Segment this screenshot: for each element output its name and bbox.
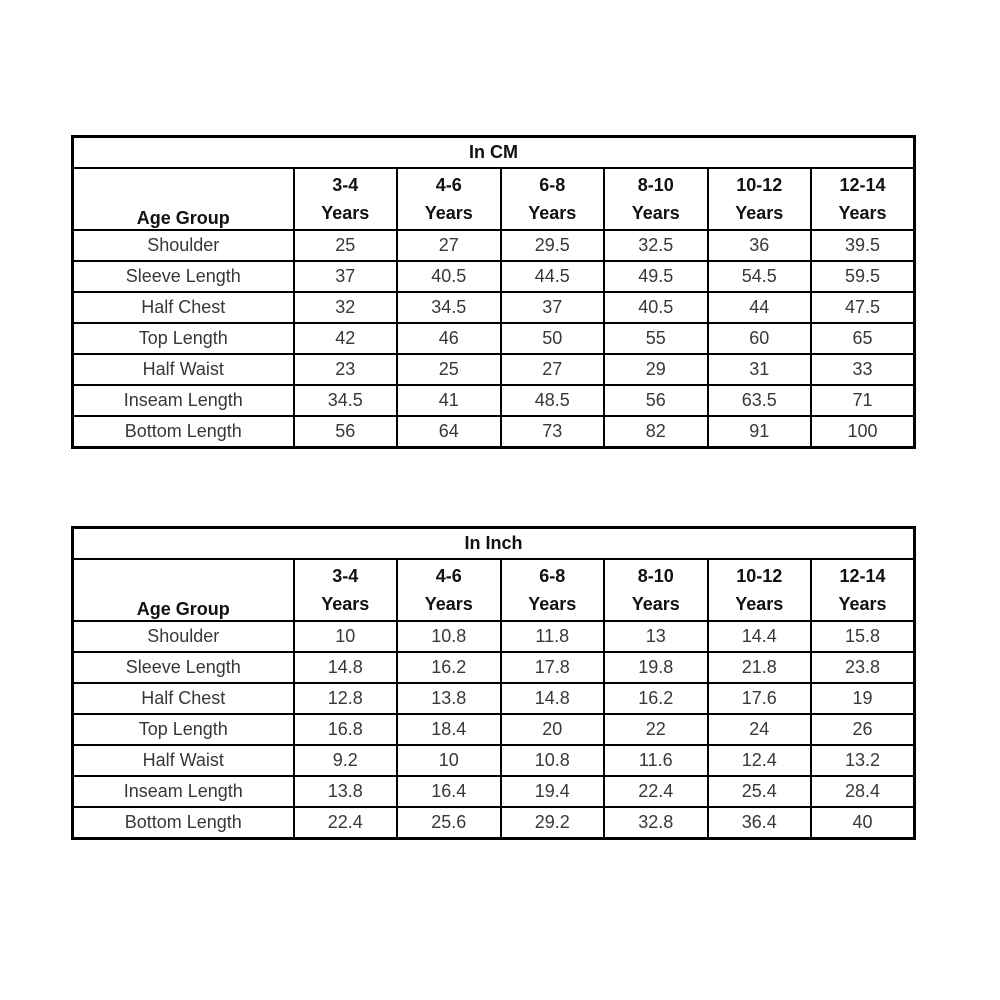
age-unit-label: Years xyxy=(631,203,680,223)
measurement-value: 36.4 xyxy=(708,807,812,839)
measurement-value: 9.2 xyxy=(294,745,398,776)
measurement-value: 54.5 xyxy=(708,261,812,292)
age-column-header xyxy=(708,559,812,621)
measurement-value: 10.8 xyxy=(397,621,501,652)
measurement-value: 19 xyxy=(811,683,915,714)
measurement-value: 13.2 xyxy=(811,745,915,776)
age-range-label: 10-12 xyxy=(736,175,783,195)
measurement-value: 47.5 xyxy=(811,292,915,323)
measurement-value: 16.8 xyxy=(294,714,398,745)
age-column-header xyxy=(501,168,605,230)
measurement-value: 41 xyxy=(397,385,501,416)
measurement-value: 48.5 xyxy=(501,385,605,416)
measurement-value: 36 xyxy=(708,230,812,261)
measurement-value: 22.4 xyxy=(604,776,708,807)
table-row xyxy=(73,416,915,448)
age-unit-label: Years xyxy=(321,594,370,614)
age-range-label: 6-8 xyxy=(539,566,566,586)
measurement-value: 91 xyxy=(708,416,812,448)
table-row xyxy=(73,323,915,354)
age-range-label: 12-14 xyxy=(839,175,886,195)
measurement-value: 27 xyxy=(397,230,501,261)
measurement-value: 29 xyxy=(604,354,708,385)
measurement-value: 12.8 xyxy=(294,683,398,714)
table-row xyxy=(73,776,915,807)
measurement-value: 40 xyxy=(811,807,915,839)
table-row xyxy=(73,714,915,745)
measurement-value: 25 xyxy=(294,230,398,261)
measurement-value: 50 xyxy=(501,323,605,354)
measurement-value: 34.5 xyxy=(397,292,501,323)
header-row xyxy=(73,168,915,230)
age-unit-label: Years xyxy=(735,594,784,614)
measurement-value: 21.8 xyxy=(708,652,812,683)
table-row xyxy=(73,683,915,714)
measurement-value: 17.6 xyxy=(708,683,812,714)
age-column-header xyxy=(294,168,398,230)
age-unit-label: Years xyxy=(631,594,680,614)
measurement-value: 46 xyxy=(397,323,501,354)
age-column-header xyxy=(501,559,605,621)
age-column-header xyxy=(604,168,708,230)
measurement-value: 56 xyxy=(294,416,398,448)
measurement-value: 39.5 xyxy=(811,230,915,261)
measurement-value: 63.5 xyxy=(708,385,812,416)
age-column-header xyxy=(604,559,708,621)
measurement-value: 26 xyxy=(811,714,915,745)
measurement-value: 33 xyxy=(811,354,915,385)
measurement-value: 19.8 xyxy=(604,652,708,683)
measurement-value: 11.8 xyxy=(501,621,605,652)
measurement-value: 10 xyxy=(294,621,398,652)
age-column-header xyxy=(294,559,398,621)
measurement-value: 59.5 xyxy=(811,261,915,292)
measurement-label: Bottom Length xyxy=(73,807,294,839)
measurement-value: 23.8 xyxy=(811,652,915,683)
measurement-value: 100 xyxy=(811,416,915,448)
age-range-label: 4-6 xyxy=(435,175,462,195)
measurement-label: Sleeve Length xyxy=(73,652,294,683)
age-column-header xyxy=(397,559,501,621)
size-table-inch xyxy=(71,526,916,840)
measurement-value: 18.4 xyxy=(397,714,501,745)
measurement-value: 64 xyxy=(397,416,501,448)
measurement-value: 22 xyxy=(604,714,708,745)
measurement-label: Half Chest xyxy=(73,683,294,714)
age-range-label: 6-8 xyxy=(539,175,566,195)
table-row xyxy=(73,230,915,261)
table-title: In CM xyxy=(73,137,915,169)
measurement-value: 15.8 xyxy=(811,621,915,652)
measurement-value: 40.5 xyxy=(604,292,708,323)
measurement-value: 13.8 xyxy=(294,776,398,807)
title-row xyxy=(73,528,915,560)
measurement-value: 10.8 xyxy=(501,745,605,776)
measurement-label: Bottom Length xyxy=(73,416,294,448)
table-row xyxy=(73,385,915,416)
age-unit-label: Years xyxy=(424,203,473,223)
measurement-value: 71 xyxy=(811,385,915,416)
age-range-label: 4-6 xyxy=(435,566,462,586)
age-column-header xyxy=(811,559,915,621)
table-row xyxy=(73,745,915,776)
measurement-value: 32.8 xyxy=(604,807,708,839)
measurement-value: 10 xyxy=(397,745,501,776)
measurement-value: 42 xyxy=(294,323,398,354)
table-row xyxy=(73,652,915,683)
measurement-value: 49.5 xyxy=(604,261,708,292)
measurement-value: 73 xyxy=(501,416,605,448)
measurement-value: 13 xyxy=(604,621,708,652)
measurement-value: 14.8 xyxy=(294,652,398,683)
measurement-value: 55 xyxy=(604,323,708,354)
measurement-label: Shoulder xyxy=(73,230,294,261)
measurement-value: 29.2 xyxy=(501,807,605,839)
measurement-value: 12.4 xyxy=(708,745,812,776)
measurement-value: 14.8 xyxy=(501,683,605,714)
measurement-value: 16.2 xyxy=(397,652,501,683)
header-row xyxy=(73,559,915,621)
measurement-value: 20 xyxy=(501,714,605,745)
measurement-value: 16.2 xyxy=(604,683,708,714)
measurement-label: Half Waist xyxy=(73,354,294,385)
size-table-cm xyxy=(71,135,916,449)
measurement-value: 32 xyxy=(294,292,398,323)
table-row xyxy=(73,807,915,839)
measurement-label: Half Chest xyxy=(73,292,294,323)
age-range-label: 12-14 xyxy=(839,566,886,586)
age-unit-label: Years xyxy=(838,594,887,614)
age-group-header: Age Group xyxy=(73,559,294,621)
measurement-value: 31 xyxy=(708,354,812,385)
age-unit-label: Years xyxy=(424,594,473,614)
measurement-value: 14.4 xyxy=(708,621,812,652)
measurement-value: 44.5 xyxy=(501,261,605,292)
measurement-value: 37 xyxy=(294,261,398,292)
table-row xyxy=(73,354,915,385)
age-range-label: 8-10 xyxy=(637,175,674,195)
age-unit-label: Years xyxy=(735,203,784,223)
measurement-value: 60 xyxy=(708,323,812,354)
measurement-value: 34.5 xyxy=(294,385,398,416)
measurement-value: 11.6 xyxy=(604,745,708,776)
measurement-value: 24 xyxy=(708,714,812,745)
age-unit-label: Years xyxy=(528,594,577,614)
measurement-value: 82 xyxy=(604,416,708,448)
measurement-label: Half Waist xyxy=(73,745,294,776)
measurement-label: Top Length xyxy=(73,323,294,354)
measurement-label: Inseam Length xyxy=(73,385,294,416)
age-range-label: 10-12 xyxy=(736,566,783,586)
table-title: In Inch xyxy=(73,528,915,560)
measurement-value: 65 xyxy=(811,323,915,354)
measurement-label: Sleeve Length xyxy=(73,261,294,292)
measurement-label: Inseam Length xyxy=(73,776,294,807)
age-column-header xyxy=(397,168,501,230)
measurement-value: 44 xyxy=(708,292,812,323)
age-group-header: Age Group xyxy=(73,168,294,230)
measurement-value: 25.6 xyxy=(397,807,501,839)
age-range-label: 8-10 xyxy=(637,566,674,586)
age-column-header xyxy=(708,168,812,230)
age-unit-label: Years xyxy=(321,203,370,223)
measurement-value: 27 xyxy=(501,354,605,385)
table-row xyxy=(73,261,915,292)
table-row xyxy=(73,621,915,652)
measurement-value: 29.5 xyxy=(501,230,605,261)
age-range-label: 3-4 xyxy=(332,566,359,586)
measurement-value: 22.4 xyxy=(294,807,398,839)
measurement-value: 17.8 xyxy=(501,652,605,683)
measurement-value: 56 xyxy=(604,385,708,416)
measurement-value: 13.8 xyxy=(397,683,501,714)
measurement-value: 25.4 xyxy=(708,776,812,807)
table-row xyxy=(73,292,915,323)
age-column-header xyxy=(811,168,915,230)
measurement-label: Shoulder xyxy=(73,621,294,652)
measurement-value: 16.4 xyxy=(397,776,501,807)
measurement-label: Top Length xyxy=(73,714,294,745)
measurement-value: 37 xyxy=(501,292,605,323)
measurement-value: 32.5 xyxy=(604,230,708,261)
measurement-value: 19.4 xyxy=(501,776,605,807)
measurement-value: 28.4 xyxy=(811,776,915,807)
measurement-value: 23 xyxy=(294,354,398,385)
age-unit-label: Years xyxy=(838,203,887,223)
measurement-value: 40.5 xyxy=(397,261,501,292)
title-row xyxy=(73,137,915,169)
measurement-value: 25 xyxy=(397,354,501,385)
age-unit-label: Years xyxy=(528,203,577,223)
age-range-label: 3-4 xyxy=(332,175,359,195)
